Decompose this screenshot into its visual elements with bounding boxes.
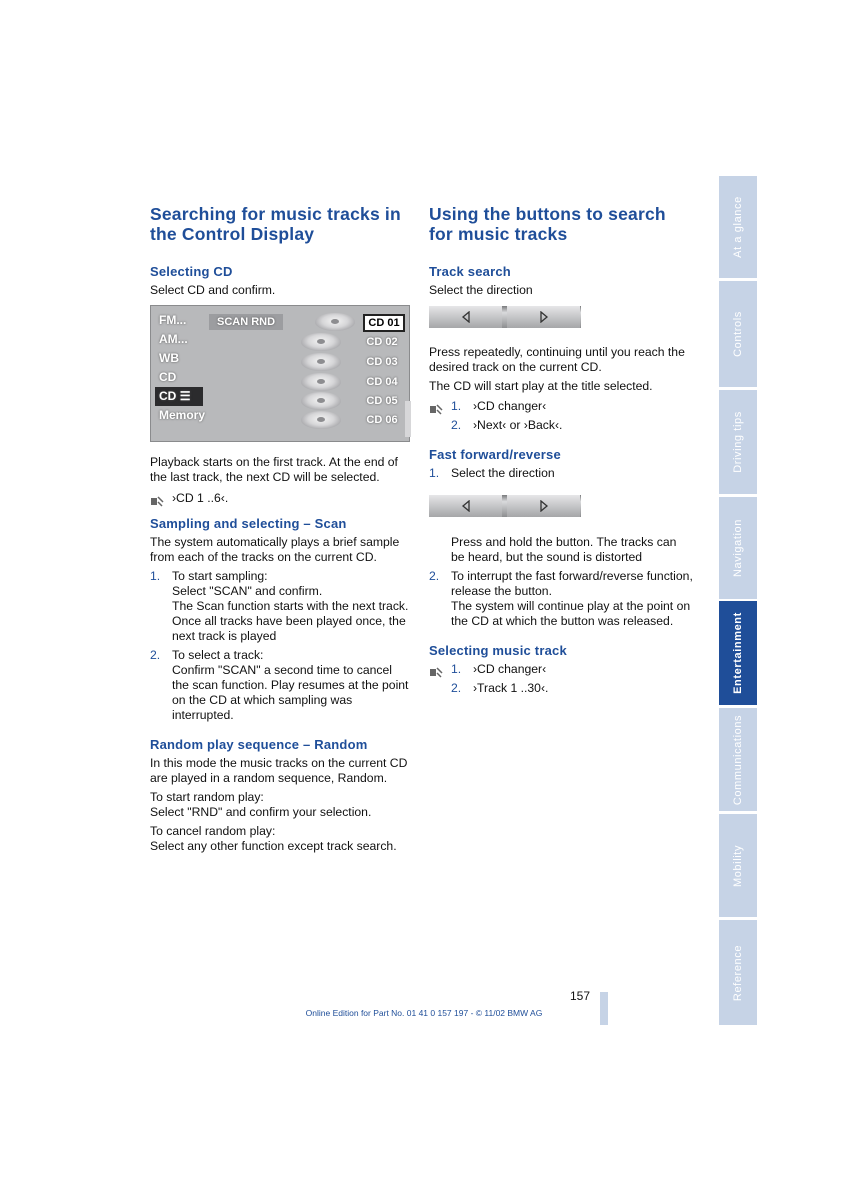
next-button-graphic <box>507 495 580 517</box>
menu-item-wb: WB <box>159 351 179 365</box>
playback-text: Playback starts on the first track. At the end of the last track, the next CD will be selected. <box>150 455 398 484</box>
left-arrow-icon <box>461 500 471 512</box>
right-column-middle <box>429 345 693 481</box>
heading-selecting-track: Selecting music track <box>429 643 567 658</box>
next-button-graphic <box>507 306 580 328</box>
tab-navigation[interactable]: Navigation <box>719 497 757 599</box>
menu-item-memory: Memory <box>159 408 206 422</box>
cd-04-label: CD 04 <box>366 376 398 388</box>
tab-controls[interactable]: Controls <box>719 281 757 387</box>
list-item: 2. ›Track 1 ..30‹. <box>451 681 549 695</box>
list-item: 2. To select a track: Confirm "SCAN" a second time to cancel the scan function. Play resumes at the point on the CD at which sampling was interrupted. <box>150 648 409 722</box>
disc-icon <box>301 333 341 351</box>
voice-command-icon <box>429 664 445 680</box>
list-icon: ☰ <box>179 389 191 403</box>
scan-rnd-label: SCAN RND <box>209 314 283 330</box>
list-item: 2. ›Next‹ or ›Back‹. <box>451 418 563 432</box>
back-button-graphic <box>429 306 502 328</box>
disc-icon <box>301 373 341 391</box>
tab-communications[interactable]: Communications <box>719 708 757 811</box>
scan-steps <box>150 569 412 723</box>
menu-item-am: AM... <box>159 332 188 346</box>
cd-control-display-image <box>150 305 410 442</box>
section-title-buttons: Using the buttons to search for music tracks <box>429 204 666 244</box>
menu-item-cd: CD <box>159 370 177 384</box>
left-arrow-icon <box>461 311 471 323</box>
voice-command-icon <box>429 401 445 417</box>
section-title-control-display: Searching for music tracks in the Control Display <box>150 204 401 244</box>
left-column-lower <box>150 455 412 854</box>
scan-text: The system automatically plays a brief sample from each of the tracks on the current CD. <box>150 535 400 564</box>
heading-scan: Sampling and selecting – Scan <box>150 516 347 531</box>
page-number: 157 <box>570 989 591 1003</box>
press-hold-text: Press and hold the button. The tracks can be heard, but the sound is distorted <box>451 535 677 564</box>
scroll-strip <box>405 401 411 437</box>
random-start-text: To start random play: Select "RND" and confirm your selection. <box>150 790 372 819</box>
left-column <box>150 204 412 298</box>
press-repeatedly-text: Press repeatedly, continuing until you reach the desired track on the current CD. <box>429 345 685 374</box>
cd-01-label: CD 01 <box>363 314 405 332</box>
voice-command-track <box>429 399 693 433</box>
heading-random: Random play sequence – Random <box>150 737 368 752</box>
tab-mobility[interactable]: Mobility <box>719 814 757 917</box>
list-item: 1. ›CD changer‹ <box>451 399 547 413</box>
cd-02-label: CD 02 <box>366 336 398 348</box>
tab-driving-tips[interactable]: Driving tips <box>719 390 757 494</box>
heading-fast-forward: Fast forward/reverse <box>429 447 561 462</box>
right-column <box>429 204 693 298</box>
heading-track-search: Track search <box>429 264 511 279</box>
heading-selecting-cd: Selecting CD <box>150 264 233 279</box>
random-cancel-text: To cancel random play: Select any other function except track search. <box>150 824 397 853</box>
right-arrow-icon <box>539 500 549 512</box>
selecting-cd-text: Select CD and confirm. <box>150 283 276 297</box>
list-item: 1. To start sampling: Select "SCAN" and confirm. The Scan function starts with the next track. Once all tracks have been played once, the next track is played <box>150 569 409 643</box>
voice-command-icon <box>150 493 166 509</box>
tab-at-a-glance[interactable]: At a glance <box>719 176 757 278</box>
cd-menu-list <box>155 311 206 425</box>
tab-entertainment[interactable]: Entertainment <box>719 601 757 705</box>
list-item: 1. Select the direction <box>429 466 555 480</box>
right-arrow-icon <box>539 311 549 323</box>
cd-05-label: CD 05 <box>366 395 398 407</box>
cd-06-label: CD 06 <box>366 414 398 426</box>
back-button-graphic <box>429 495 502 517</box>
footer-edition-text: Online Edition for Part No. 01 41 0 157 197 - © 11/02 BMW AG <box>305 1008 543 1018</box>
tab-reference[interactable]: Reference <box>719 920 757 1025</box>
cd-03-label: CD 03 <box>366 356 398 368</box>
track-search-text: Select the direction <box>429 283 533 297</box>
disc-icon <box>301 392 341 410</box>
direction-buttons-image <box>429 495 581 517</box>
voice-command-cd: ›CD 1 ..6‹. <box>150 491 412 506</box>
voice-command-select <box>429 662 693 696</box>
menu-item-fm: FM... <box>159 313 187 327</box>
disc-icon <box>315 313 355 331</box>
start-play-text: The CD will start play at the title selected. <box>429 379 653 393</box>
direction-buttons-image <box>429 306 581 328</box>
disc-icon <box>301 353 341 371</box>
list-item: 2. To interrupt the fast forward/reverse function, release the button. The system will continue play at the point on the CD at which the button was released. <box>429 569 693 628</box>
random-text: In this mode the music tracks on the current CD are played in a random sequence, Random. <box>150 756 408 785</box>
right-column-lower <box>429 535 693 696</box>
disc-icon <box>301 411 341 429</box>
list-item: 1. ›CD changer‹ <box>451 662 547 676</box>
menu-item-cd-list: CD ☰ <box>155 387 203 406</box>
